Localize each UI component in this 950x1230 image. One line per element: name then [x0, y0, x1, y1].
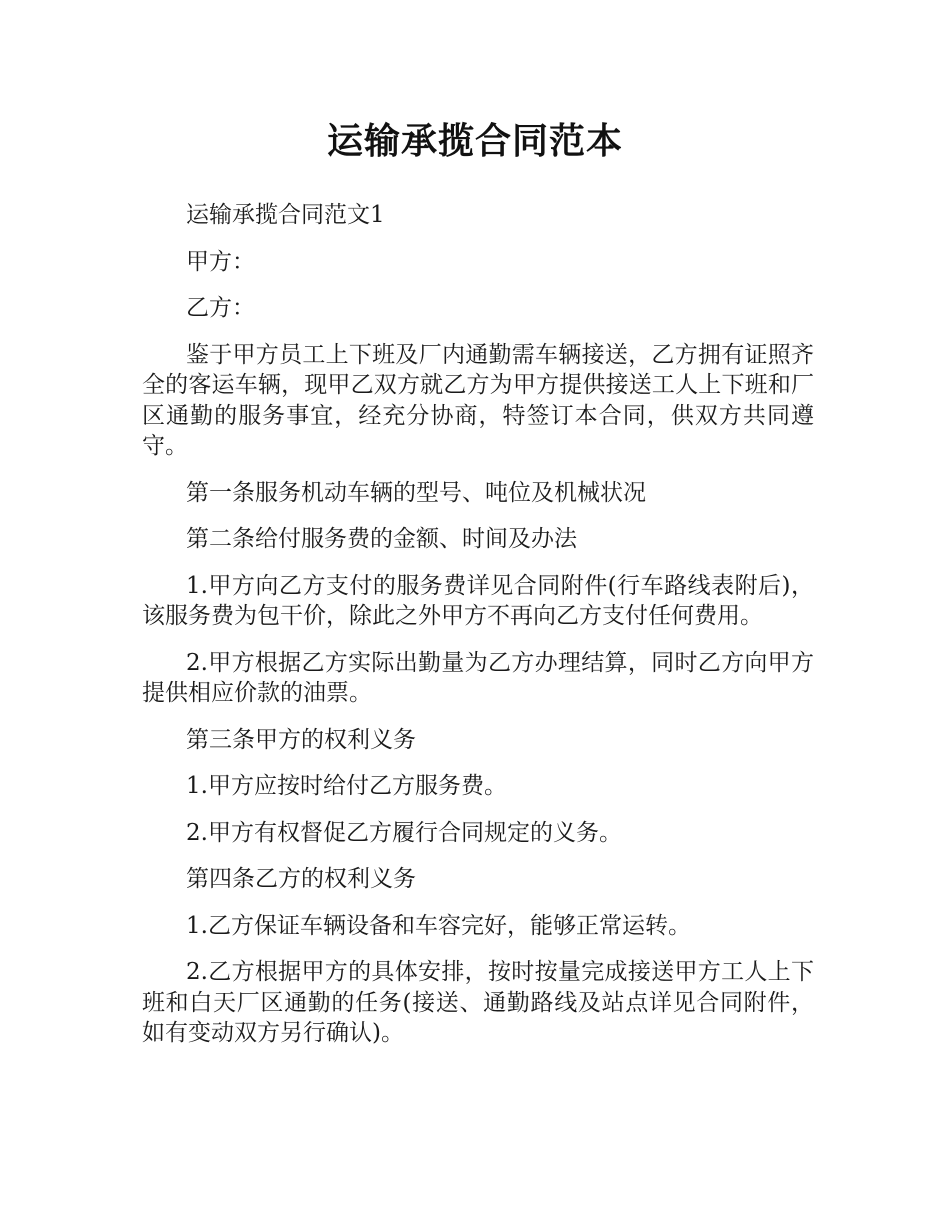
document-body [142, 200, 814, 1065]
article-4-heading: 第四条乙方的权利义务 [186, 866, 416, 892]
article-2-clause-1: 1.甲方向乙方支付的服务费详见合同附件(行车路线表附后)，该服务费为包干价，除此之外甲方不再向乙方支付任何费用。 [142, 572, 814, 629]
article-3-clause-1: 1.甲方应按时给付乙方服务费。 [186, 773, 507, 799]
preamble-paragraph: 鉴于甲方员工上下班及厂内通勤需车辆接送，乙方拥有证照齐全的客运车辆，现甲乙双方就乙方为甲方提供接送工人上下班和厂区通勤的服务事宜，经充分协商，特签订本合同，供双方共同遵守。 [142, 341, 814, 459]
article-4-clause-2: 2.乙方根据甲方的具体安排，按时按量完成接送甲方工人上下班和白天厂区通勤的任务(接送、通勤路线及站点详见合同附件，如有变动双方另行确认)。 [142, 959, 814, 1046]
paragraph-heading: 运输承揽合同范文1 [186, 202, 385, 228]
article-2-clause-2: 2.甲方根据乙方实际出勤量为乙方办理结算，同时乙方向甲方提供相应价款的油票。 [142, 649, 814, 706]
document-title: 运输承揽合同范本 [326, 121, 623, 162]
article-4-clause-1: 1.乙方保证车辆设备和车容完好，能够正常运转。 [186, 912, 691, 939]
party-b-line: 乙方： [186, 295, 255, 321]
article-3-heading: 第三条甲方的权利义务 [186, 726, 416, 753]
article-1-heading: 第一条服务机动车辆的型号、吨位及机械状况 [186, 479, 646, 506]
article-3-clause-2: 2.甲方有权督促乙方履行合同规定的义务。 [186, 819, 622, 846]
article-2-heading: 第二条给付服务费的金额、时间及办法 [186, 526, 577, 552]
party-a-line: 甲方： [186, 248, 255, 275]
